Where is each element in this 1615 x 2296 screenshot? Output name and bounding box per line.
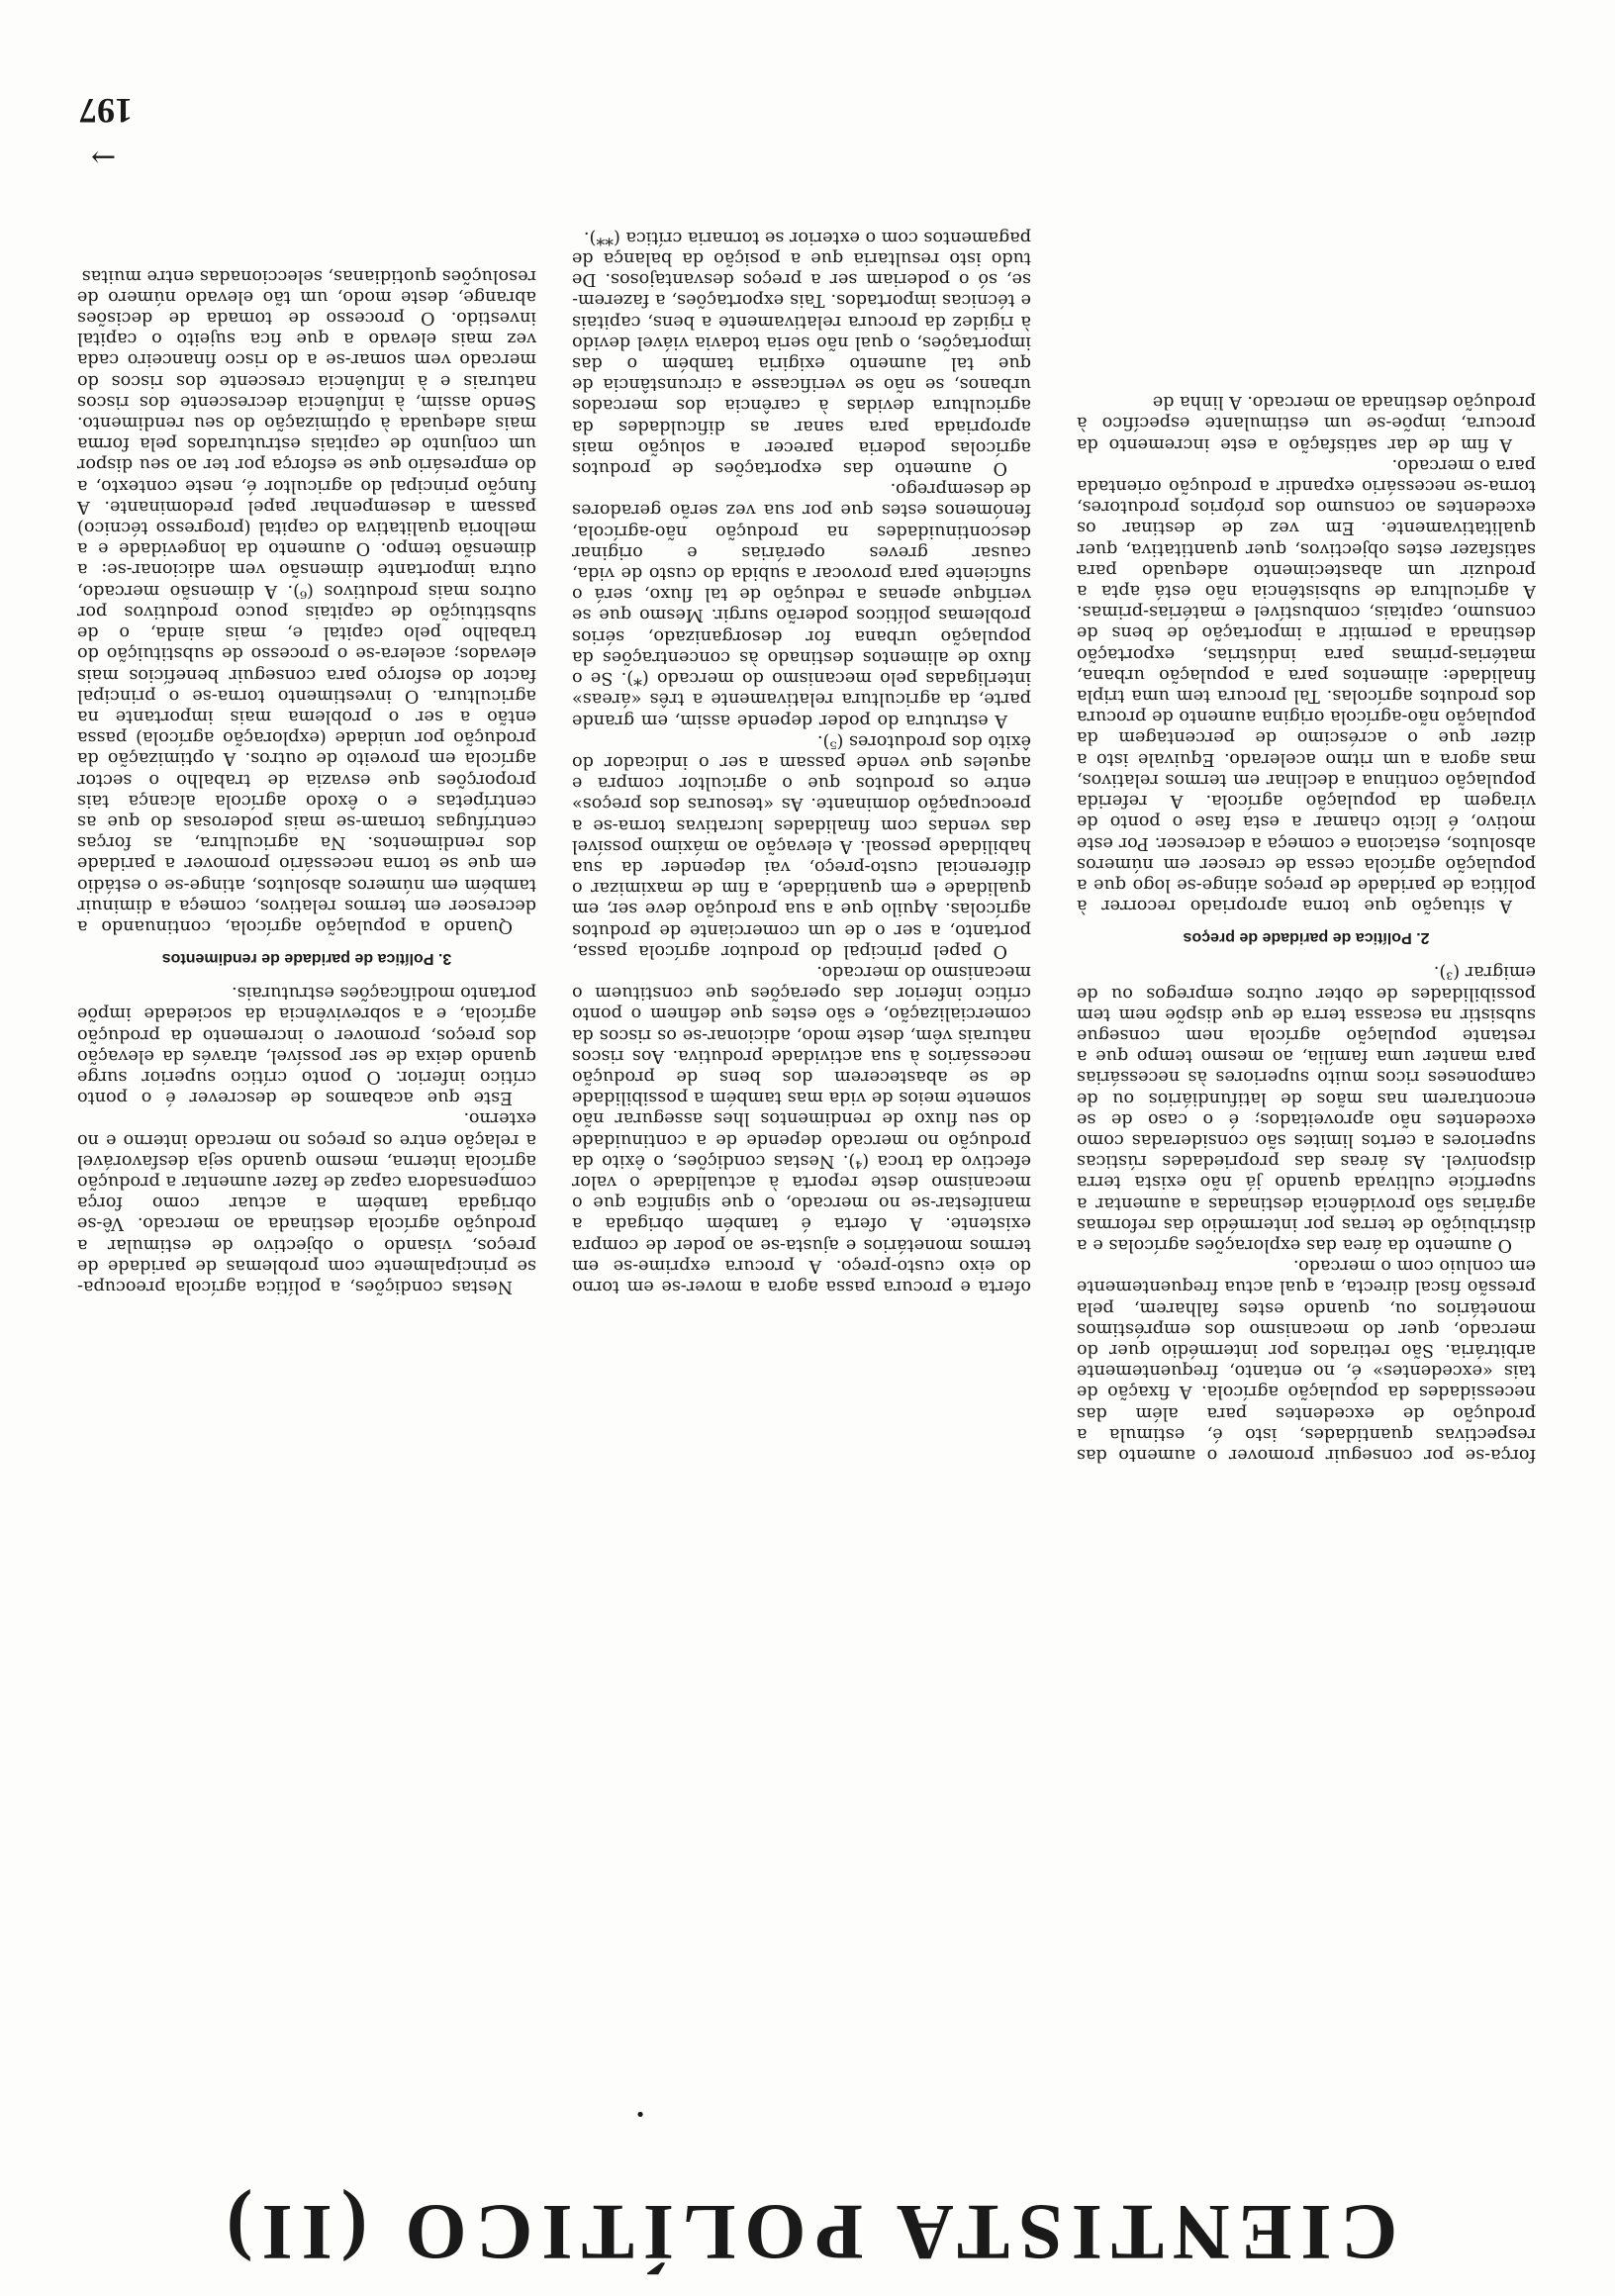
paragraph: Nestas condições, a política agrícola preocupa-se principalmente com problemas de paridade de preços, visando o objectivo de estimular a produção agrícola destinada ao mercado. Vê-se obrigada também a actuar como força compensadora capaz de fazer aumentar a produção agrícola interna, mesmo quando seja desfavorável a relação entre os preços no mercado interno e no externo. bbox=[77, 1108, 536, 1296]
paragraph: A situação que torna apropriado recorrer à política de paridade de preços atinge-se logo que a população agrícola cessa de crescer em números absolutos, estaciona e começa a decrescer. Por este motivo, é lícito chamar a esta fase o ponto de viragem da população agrícola. A referida população continua a declinar em termos relativos, mas agora a um ritmo acelerado. Equivale isto a dizer que o acréscimo de percentagem da população não-agrícola origina aumento de procura dos produtos agrícolas. Tal procura tem uma tripla finalidade: alimentos para a população urbana, matérias-primas para indústrias, exportação destinada a permitir a importação de bens de consumo, capitais, combustível e matérias-primas. A agricultura de subsistência não está apta a produzir um abastecimento adequado para satisfazer estes objectivos, quer quantitativa, quer qualitativamente. Em vez de destinar os excedentes ao consumo dos próprios produtores, torna-se necessário expandir a produção orientada para o mercado. bbox=[1077, 454, 1536, 916]
paragraph: oferta e procura passa agora a mover-se em torno do eixo custo-preço. A procura exprime-se em termos monetários e ajusta-se ao poder de compra existente. A oferta é também obrigada a manifestar-se no mercado, o que significa que o mecanismo deste reporta à actualidade o valor efectivo da troca (⁴). Nestas condições, o êxito da produção no mercado depende de a continuidade do seu fluxo de rendimentos lhes assegurar não somente meios de vida mas também a possibilidade de se abastecerem dos bens de produção necessários à sua actividade produtiva. Aos riscos naturais vêm, deste modo, adicionar-se os riscos da comercialização, e são estes que definem o ponto crítico inferior das operações que constituem o mecanismo do mercado. bbox=[572, 961, 1031, 1296]
separator-mark: • bbox=[634, 2103, 646, 2124]
paragraph: O aumento da área das explorações agrícolas e a distribuição de terras por intermédio das reformas agrárias são providência destinadas a aumentar a superfície cultivada quando já não exista terra disponível. As áreas das propriedades rústicas superiores a certos limites são consideradas como excedentes não aproveitados; é o caso de se encontrarem nas mãos de latifundiários ou de camponeses ricos muito superiores às necessárias para manter uma família, ao mesmo tempo que a restante população agrícola nem consegue subsistir na escassa terra de que dispõe nem tem possibilidades de obter outros empregos ou de emigrar (³). bbox=[1077, 962, 1536, 1255]
paragraph: A fim de dar satisfação a este incremento da procura, impõe-se um estimulante específico à produção destinada ao mercado. A linha de bbox=[1077, 392, 1536, 454]
paragraph: Quando a população agrícola, continuando a decrescer em termos relativos, começa a diminuir também em números absolutos, atinge-se o estádio em que se torna necessário promover a paridade dos rendimentos. Na agricultura, as forças centrífugas tornam-se mais poderosas do que as centrípetas e o êxodo agrícola alcança tais proporções que esvazia de trabalho o sector agrícola em proveito de outros. A optimização da produção por unidade (exploração agrícola) passa então a ser o problema mais importante na agricultura. O investimento torna-se o principal factor do esforço para conseguir benefícios mais elevados; acelera-se o processo de substituição do trabalho pelo capital e, mais ainda, o de substituição de capitais pouco produtivos por outros mais produtivos (⁶). A dimensão mercado, outra importante dimensão vem adicionar-se: a dimensão tempo. O aumento da longevidade e a melhoria qualitativa do capital (progresso técnico) passam a desempenhar papel predominante. A função principal do agricultor é, neste contexto, a do empresário que se esforça por ter ao seu dispor um conjunto de capitais estruturados pela forma mais adequada à optimização do seu rendimento. Sendo assim, à influência decrescente dos riscos naturais e à influência crescente dos riscos do mercado vem somar-se a do risco financeiro cada vez mais elevado a que fica sujeito o capital investido. O processo de tomada de decisões abrange, deste modo, um tão elevado número de resoluções quotidianas, seleccionadas entre muitas bbox=[77, 265, 536, 936]
page-title: CIENTISTA POLÍTICO (II) bbox=[217, 2188, 1398, 2275]
section-heading: 2. Política de paridade de preços bbox=[1183, 929, 1430, 947]
text-column-middle bbox=[572, 119, 1031, 1296]
paragraph: O aumento das exportações de produtos agrícolas poderia parecer a solução mais apropriada para sanar as dificuldades da agricultura devidas à carência dos mercados urbanos, se não se verificasse a circunstância de que tal aumento exigiria também o das importações, o qual não seria todavia viável devido à rigidez da procura relativamente a bens, capitais e técnicas importados. Tais exportações, a fazerem-se, só o poderiam ser a preços desvantajosos. De tudo isto resultaria que a posição da balança de pagamentos com o exterior se tornaria crítica (**). bbox=[572, 227, 1031, 479]
paragraph: Este que acabamos de descrever é o ponto crítico inferior. O ponto crítico superior surge quando deixa de ser possível, através da elevação dos preços, promover o incremento da produção agrícola, e a sobrevivência da sociedade impõe portanto modificações estruturais. bbox=[77, 983, 536, 1108]
paragraph: O papel principal do produtor agrícola passa, portanto, a ser o de um comerciante de produtos agrícolas. Aquilo que a sua produção deve ser, em qualidade e em quantidade, a fim de maximizar o diferencial custo-preço, vai depender da sua habilidade pessoal. A elevação ao máximo possível das vendas com finalidades lucrativas torna-se a preocupação dominante. As «tesouras dos preços» entre os produtos que o agricultor compra e aqueles que vende passam a ser o indicador do êxito dos produtores (⁵). bbox=[572, 730, 1031, 961]
text-column-left bbox=[1077, 119, 1536, 1465]
text-column-right bbox=[77, 69, 536, 1296]
section-heading: 3. Política de paridade de rendimentos bbox=[161, 949, 452, 967]
paragraph: A estrutura do poder depende assim, em grande parte, da agricultura relativamente a três «áreas» interligadas pelo mecanismo do mercado (*). Se o fluxo de alimentos destinado às concentrações da população urbana for desorganizado, sérios problemas políticos poderão surgir. Mesmo que se verifique apenas a redução de tal fluxo, será o suficiente para provocar a subida do custo de vida, causar greves operárias e originar descontinuidades na produção não-agrícola, fenómenos estes que por sua vez serão geradores de desemprego. bbox=[572, 479, 1031, 730]
page-number: 197 bbox=[79, 91, 133, 131]
paragraph: força-se por conseguir promover o aumento das respectivas quantidades, isto é, estimula a produção de excedentes para além das necessidades da população agrícola. A fixação de tais «excedentes» é, no entanto, frequentemente arbitrária. São retirados por intermédio quer do mercado, quer do mecanismo dos empréstimos monetários ou, quando estes falharem, pela pressão fiscal directa, a qual actua frequentemente em conluio com o mercado. bbox=[1077, 1256, 1536, 1465]
continue-arrow-icon: → bbox=[91, 140, 117, 174]
